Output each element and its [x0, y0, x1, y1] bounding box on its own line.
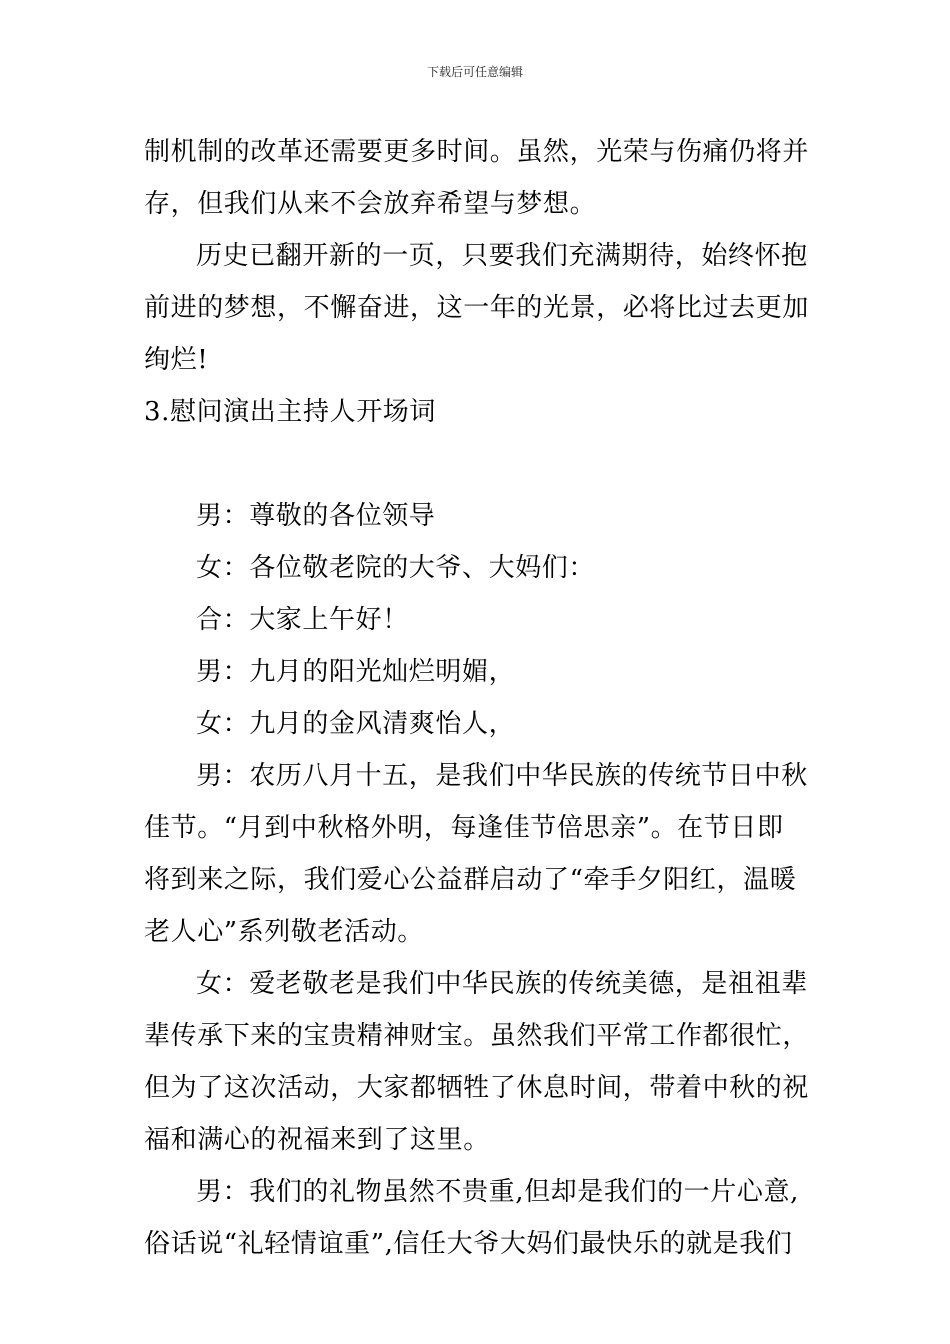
text-line: 福和满心的祝福来到了这里。 [144, 1125, 490, 1155]
text-line: 存，但我们从来不会放弃希望与梦想。 [144, 189, 597, 219]
text-line: 女：爱老敬老是我们中华民族的传统美德，是祖祖辈 [196, 969, 808, 999]
dialogue-line: 女：各位敬老院的大爷、大妈们： [196, 553, 596, 583]
document-body [144, 126, 810, 1270]
dialogue-line: 男：九月的阳光灿烂明媚， [196, 657, 516, 687]
text-line: 男：我们的礼物虽然不贵重,但却是我们的一片心意, [196, 1177, 799, 1207]
text-line: 辈传承下来的宝贵精神财宝。虽然我们平常工作都很忙， [144, 1021, 810, 1051]
text-line: 历史已翻开新的一页，只要我们充满期待，始终怀抱 [196, 241, 808, 271]
text-line: 但为了这次活动，大家都牺牲了休息时间，带着中秋的祝 [144, 1073, 810, 1103]
paragraph-4 [144, 958, 810, 1166]
dialogue-line: 男：尊敬的各位领导 [196, 501, 436, 531]
text-line: 绚烂! [144, 345, 209, 375]
text-line: 前进的梦想，不懈奋进，这一年的光景，必将比过去更加 [144, 293, 810, 323]
text-line: 老人心”系列敬老活动。 [144, 917, 424, 947]
dialogue-line: 女：九月的金风清爽怡人， [196, 709, 516, 739]
text-line: 将到来之际，我们爱心公益群启动了“牵手夕阳红，温暖 [144, 865, 797, 895]
paragraph-5 [144, 1166, 810, 1270]
section-title: 3.慰问演出主持人开场词 [144, 397, 437, 427]
text-line: 制机制的改革还需要更多时间。虽然，光荣与伤痛仍将并 [144, 137, 810, 167]
dialogue-line: 合：大家上午好！ [196, 605, 409, 635]
paragraph-1 [144, 126, 810, 230]
spacer [144, 438, 810, 490]
text-line: 佳节。“月到中秋格外明，每逢佳节倍思亲”。在节日即 [144, 813, 784, 843]
paragraph-3 [144, 750, 810, 958]
text-line: 俗话说“礼轻情谊重”,信任大爷大妈们最快乐的就是我们 [144, 1229, 793, 1259]
page-header: 下载后可任意编辑 [426, 65, 523, 79]
text-line: 男：农历八月十五，是我们中华民族的传统节日中秋 [196, 761, 808, 791]
paragraph-2 [144, 230, 810, 386]
